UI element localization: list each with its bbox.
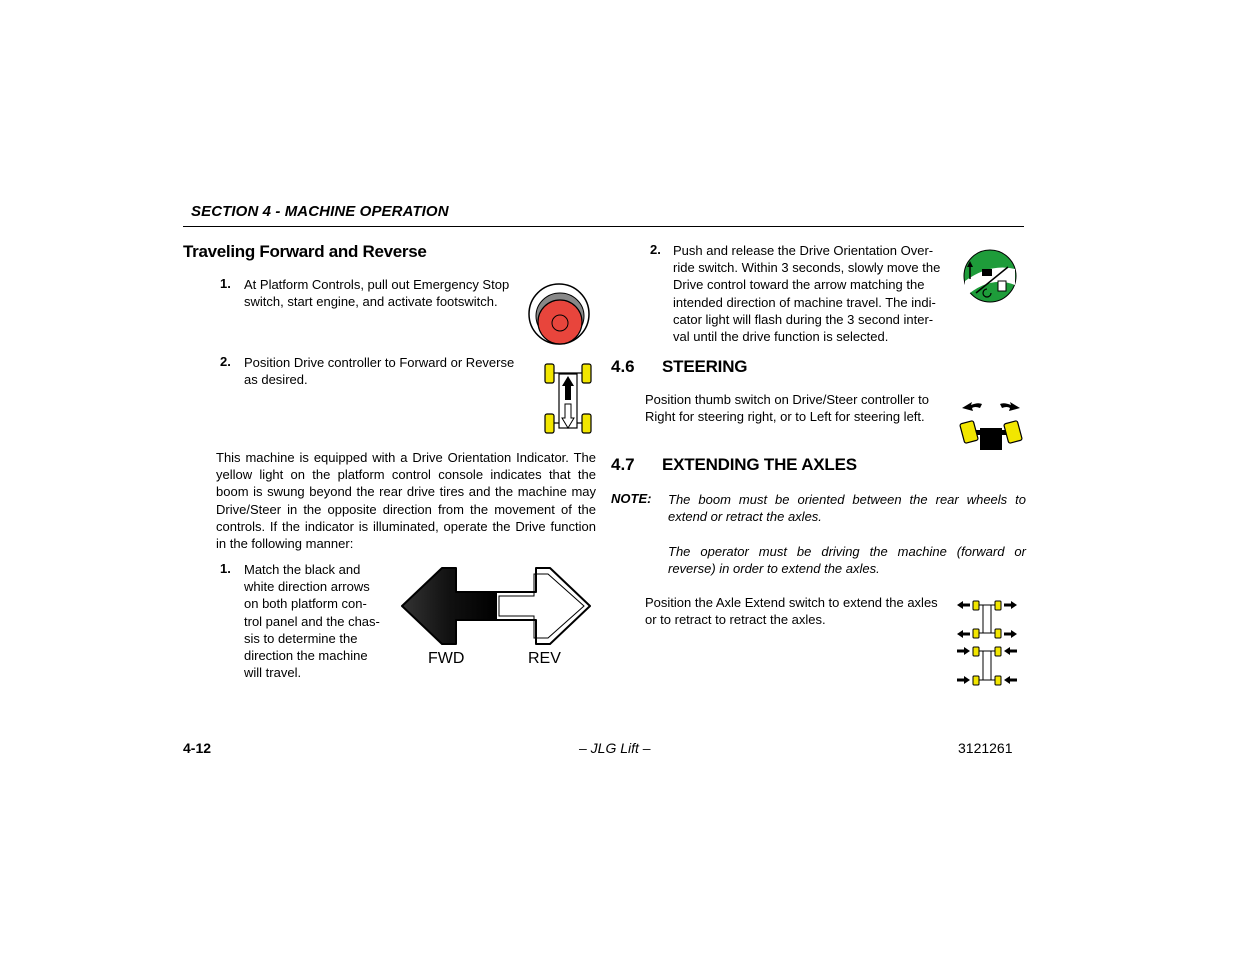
section-number: 4.7: [611, 455, 635, 474]
steering-icon: [958, 394, 1024, 452]
steering-text: Position thumb switch on Drive/Steer controller to Right for steering right, or to Left for steering left.: [645, 392, 929, 425]
step-number: 1.: [220, 276, 231, 291]
section-header: SECTION 4 - MACHINE OPERATION: [191, 203, 449, 220]
note-text: The boom must be oriented between the rear wheels to extend or retract the axles.: [668, 492, 1026, 525]
fwd-label: FWD: [428, 650, 465, 667]
section-number: 4.6: [611, 357, 635, 376]
step-text: Position Drive controller to Forward or Reverse as desired.: [244, 355, 515, 388]
footer-center: – JLG Lift –: [579, 740, 651, 756]
heading-traveling: Traveling Forward and Reverse: [183, 242, 427, 261]
step-number: 2.: [220, 354, 231, 369]
drive-direction-icon: [543, 360, 593, 438]
step-text: Push and release the Drive Orientation Over-ride switch. Within 3 seconds, slowly move the Drive control toward the arrow matching the intended direction of machine travel. The indi-cator light will flash during the 3 second inter-val until the drive function is selected.: [673, 243, 941, 345]
axle-text: Position the Axle Extend switch to extend the axles or to retract to retract the axles.: [645, 595, 938, 628]
note-label: NOTE:: [611, 491, 652, 506]
orientation-paragraph: This machine is equipped with a Drive Orientation Indicator. The yellow light on the platform control console indicates that the boom is swung beyond the rear drive tires and the machine may Drive/Steer in the opposite direction from the movement of the controls. If the indicator is illuminated, operate the Drive function in the following manner:: [216, 450, 596, 552]
fwd-rev-arrows-icon: [400, 566, 592, 650]
drive-orientation-override-icon: [962, 249, 1018, 305]
emergency-stop-icon: [527, 282, 591, 346]
document-number: 3121261: [958, 740, 1013, 756]
step-text: At Platform Controls, pull out Emergency Stop switch, start engine, and activate footswitch.: [244, 277, 510, 310]
page-number: 4-12: [183, 740, 212, 756]
axle-extend-icon: [955, 598, 1021, 690]
section-title-steering: STEERING: [662, 357, 748, 376]
step-number: 1.: [220, 561, 231, 576]
header-rule: [183, 226, 1024, 227]
section-title-axles: EXTENDING THE AXLES: [662, 455, 857, 474]
step-number: 2.: [650, 242, 661, 257]
step-text: Match the black and white direction arrows on both platform con-trol panel and the chas-sis to determine the direction the machine will travel.: [244, 562, 380, 681]
note-text: The operator must be driving the machine (forward or reverse) in order to extend the axles.: [668, 544, 1026, 577]
rev-label: REV: [528, 650, 561, 667]
